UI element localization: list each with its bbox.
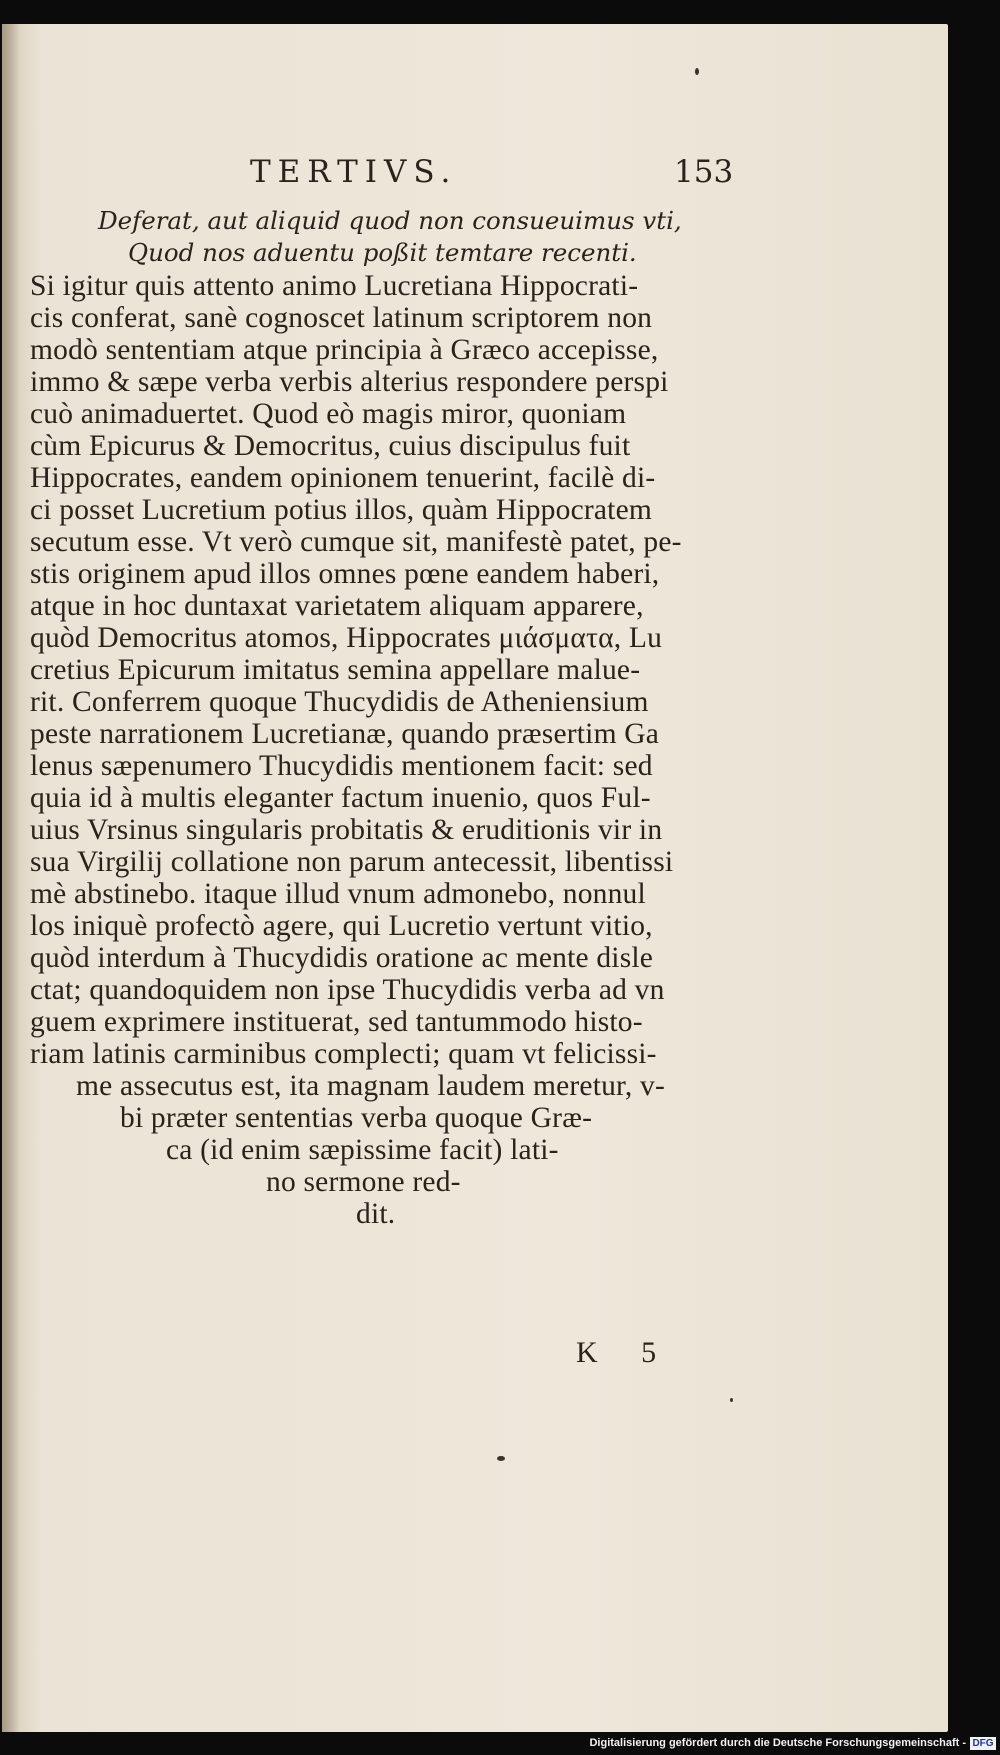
running-head	[2, 154, 948, 194]
text-line: quòd interdum à Thucydidis oratione ac mente disle	[30, 942, 654, 974]
text-line: mè abstinebo. itaque illud vnum admonebo, nonnul	[30, 878, 646, 910]
text-line: quòd Democritus atomos, Hippocrates μιάσματα, Lu	[30, 622, 663, 654]
text-line: cis conferat, sanè cognoscet latinum scriptorem non	[30, 302, 653, 334]
text-line: peste narrationem Lucretianæ, quando præsertim Ga	[30, 718, 660, 750]
text-line: cretius Epicurum imitatus semina appellare malue-	[30, 654, 641, 686]
signature-mark: K 5	[576, 1336, 675, 1369]
text-line: immo & sæpe verba verbis alterius respondere perspi	[30, 366, 669, 398]
text-line: lenus sæpenumero Thucydidis mentionem facit: sed	[30, 750, 653, 782]
ink-speck	[497, 1456, 505, 1461]
digitization-footer	[0, 1735, 1000, 1755]
text-line: ci posset Lucretium potius illos, quàm Hippocratem	[30, 494, 653, 526]
verse-line: Deferat, aut aliquid quod non consueuimus vti,	[98, 206, 682, 235]
funding-credit: Digitalisierung gefördert durch die Deutsche Forschungsgemeinschaft -	[589, 1737, 966, 1749]
text-line: cuò animaduertet. Quod eò magis miror, quoniam	[30, 398, 627, 430]
text-line: dit.	[356, 1198, 396, 1230]
text-line: los iniquè profectò agere, qui Lucretio vertunt vitio,	[30, 910, 653, 942]
text-line: me assecutus est, ita magnam laudem meretur, v-	[76, 1070, 666, 1102]
text-line: guem exprimere instituerat, sed tantummodo histo-	[30, 1006, 643, 1038]
text-line: bi præter sententias verba quoque Græ-	[120, 1102, 593, 1134]
text-line: Si igitur quis attento animo Lucretiana Hippocrati-	[30, 270, 639, 302]
verse-line: Quod nos aduentu poßit temtare recenti.	[128, 238, 637, 267]
book-page	[2, 24, 948, 1732]
text-line: ctat; quandoquidem non ipse Thucydidis verba ad vn	[30, 974, 665, 1006]
text-line: atque in hoc duntaxat varietatem aliquam apparere,	[30, 590, 644, 622]
text-line: sua Virgilij collatione non parum antecessit, libentissi	[30, 846, 674, 878]
text-line: riam latinis carminibus complecti; quam vt felicissi-	[30, 1038, 657, 1070]
text-line: no sermone red-	[266, 1166, 461, 1198]
dfg-logo: DFG	[970, 1737, 996, 1750]
page-number: 153	[674, 154, 734, 190]
page-gutter-shadow	[2, 24, 20, 1732]
ink-speck	[695, 68, 699, 75]
text-line: secutum esse. Vt verò cumque sit, manifestè patet, pe-	[30, 526, 682, 558]
text-line: uius Vrsinus singularis probitatis & eruditionis vir in	[30, 814, 663, 846]
text-line: Hippocrates, eandem opinionem tenuerint, facilè di-	[30, 462, 656, 494]
ink-speck	[730, 1398, 733, 1402]
running-head-title: TERTIVS.	[250, 154, 458, 190]
text-line: quia id à multis eleganter factum inuenio, quos Ful-	[30, 782, 651, 814]
text-line: cùm Epicurus & Democritus, cuius discipulus fuit	[30, 430, 631, 462]
text-line: stis originem apud illos omnes pœne eandem haberi,	[30, 558, 660, 590]
text-line: ca (id enim sæpissime facit) lati-	[166, 1134, 559, 1166]
text-line: rit. Conferrem quoque Thucydidis de Atheniensium	[30, 686, 649, 718]
text-line: modò sententiam atque principia à Græco accepisse,	[30, 334, 659, 366]
